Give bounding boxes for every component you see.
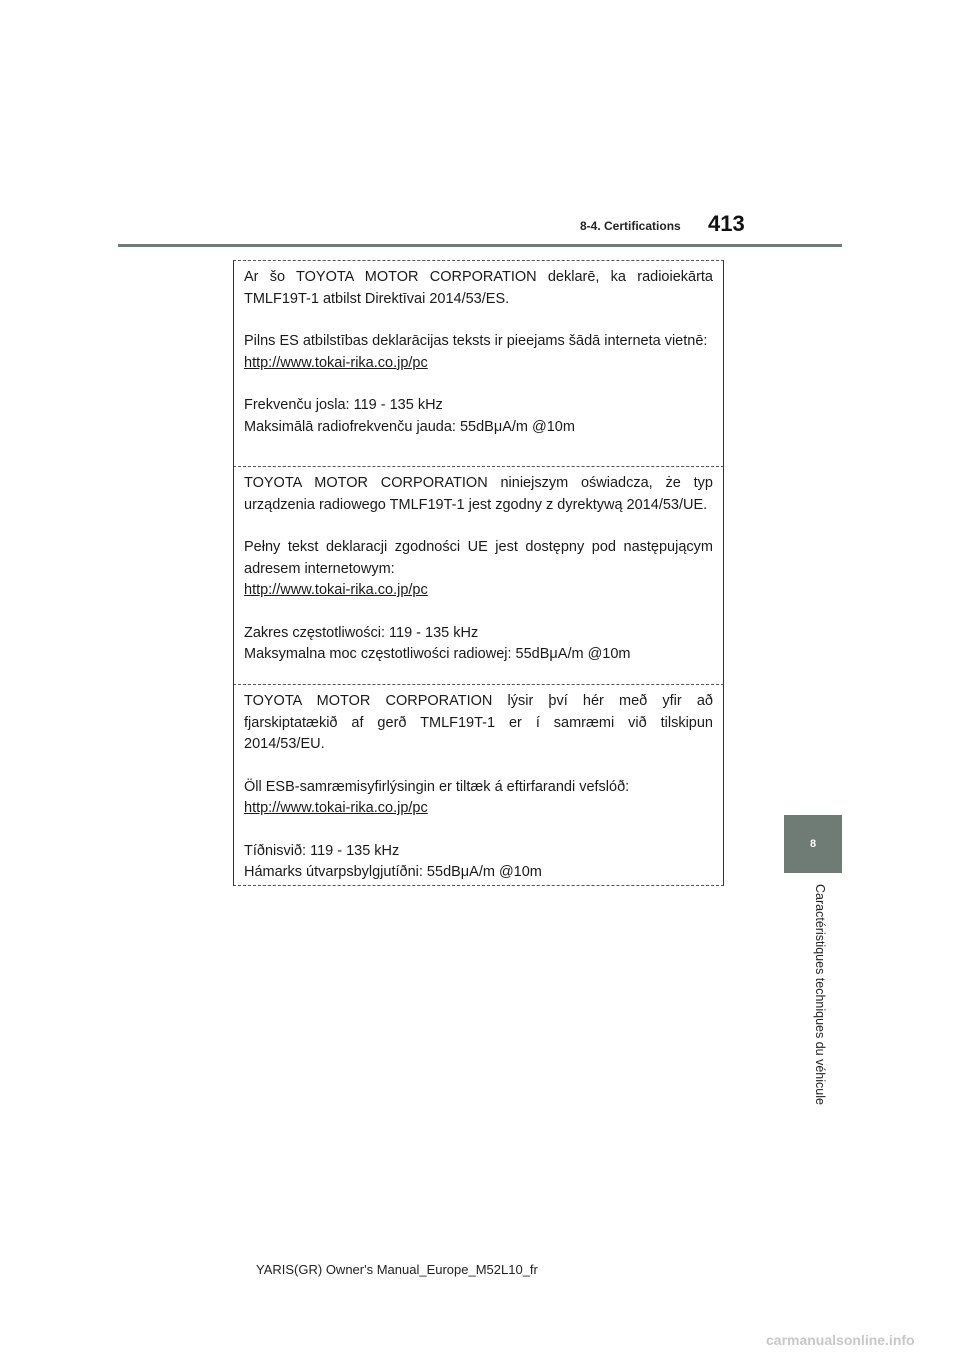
certification-box-latvian — [233, 260, 724, 466]
fulltext-paragraph — [244, 331, 713, 374]
declaration-text: TOYOTA MOTOR CORPORATION niniejszym oświadcza, że typ urządzenia radiowego TMLF19T-1 jest zgodny z dyrektywą 2014/53/UE. — [244, 475, 713, 513]
fulltext-label: Pełny tekst deklaracji zgodności UE jest dostępny pod następującym adresem internetowym: — [244, 539, 713, 577]
declaration-link[interactable]: http://www.tokai-rika.co.jp/pc — [244, 800, 428, 816]
frequency-band: Zakres częstotliwości: 119 - 135 kHz — [244, 624, 479, 641]
declaration-link[interactable]: http://www.tokai-rika.co.jp/pc — [244, 582, 428, 598]
certification-box-icelandic — [233, 684, 724, 886]
frequency-band: Frekvenču josla: 119 - 135 kHz — [244, 397, 443, 413]
fulltext-label: Pilns ES atbilstības deklarācijas teksts ir pieejams šādā interneta vietnē: — [244, 333, 708, 349]
fulltext-paragraph — [244, 777, 713, 820]
max-power: Maksimālā radiofrekvenču jauda: 55dBμA/m @10m — [244, 418, 575, 435]
page-number: 413 — [708, 211, 745, 236]
specs-paragraph — [244, 623, 713, 666]
specs-paragraph — [244, 841, 713, 884]
header-divider — [118, 244, 842, 247]
max-power: Maksymalna moc częstotliwości radiowej: 55dBμA/m @10m — [244, 646, 631, 662]
fulltext-label: Öll ESB-samræmisyfirlýsingin er tiltæk á eftirfarandi vefslóð: — [244, 778, 630, 795]
watermark: carmanualsonline.info — [766, 1332, 915, 1348]
frequency-band: Tíðnisvið: 119 - 135 kHz — [244, 842, 400, 859]
section-title: 8-4. Certifications — [580, 219, 681, 233]
declaration-link[interactable]: http://www.tokai-rika.co.jp/pc — [244, 354, 428, 371]
manual-footer: YARIS(GR) Owner's Manual_Europe_M52L10_fr — [256, 1262, 538, 1277]
fulltext-paragraph — [244, 537, 713, 602]
declaration-text: TOYOTA MOTOR CORPORATION lýsir því hér með yfir að fjarskiptatækið af gerð TMLF19T-1 er í samræmi við tilskipun 2014/53/EU. — [244, 693, 713, 752]
declaration-text: Ar šo TOYOTA MOTOR CORPORATION deklarē, ka radioiekārta TMLF19T-1 atbilst Direktīvai 2014/53/ES. — [244, 269, 713, 307]
certification-box-polish — [233, 466, 724, 684]
chapter-number: 8 — [809, 838, 817, 850]
specs-paragraph — [244, 395, 713, 438]
chapter-label: Caractéristiques techniques du véhicule — [813, 884, 827, 1105]
max-power: Hámarks útvarpsbylgjutíðni: 55dBμA/m @10m — [244, 864, 542, 880]
chapter-tab — [784, 815, 842, 873]
